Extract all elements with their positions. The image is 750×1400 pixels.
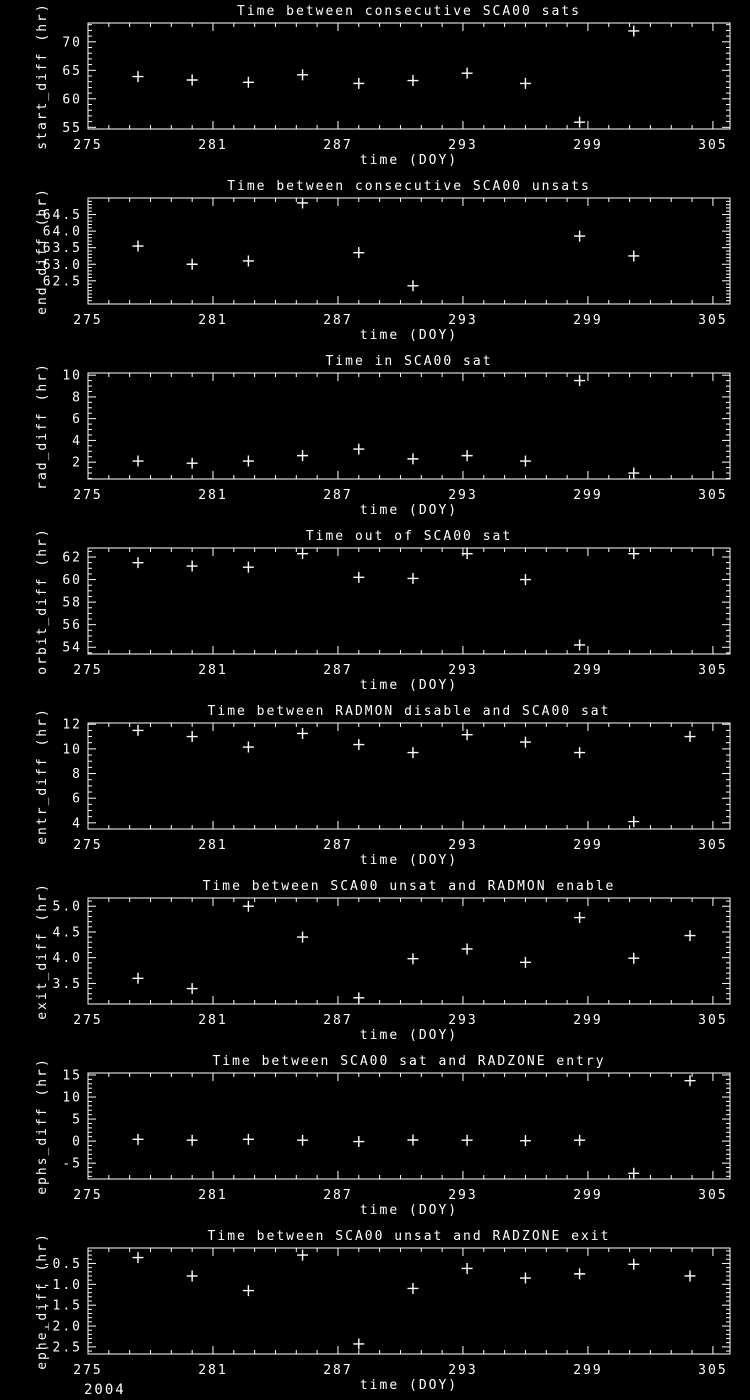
plus-marker (132, 456, 143, 467)
plus-marker (574, 375, 585, 386)
x-tick-label: 299 (573, 313, 603, 328)
x-axis-label: time (DOY) (359, 853, 459, 868)
y-tick-label: -1.0 (42, 1277, 82, 1293)
plus-marker (132, 557, 143, 568)
plus-marker (353, 444, 364, 455)
plus-marker (520, 78, 531, 89)
plus-marker (407, 75, 418, 86)
y-tick-label: 10 (62, 1090, 82, 1106)
x-tick-label: 299 (573, 138, 603, 153)
x-tick-label: 275 (73, 1188, 103, 1203)
plot-ephs_diff (0, 1050, 750, 1225)
y-tick-label: 4.5 (52, 925, 82, 941)
y-tick-label: 12 (62, 717, 82, 733)
y-tick-label: 10 (62, 368, 82, 384)
plus-marker (297, 932, 308, 943)
plot-title: Time out of SCA00 sat (305, 529, 513, 544)
plus-marker (243, 742, 254, 753)
y-tick-label: 10 (62, 742, 82, 758)
plus-marker (407, 573, 418, 584)
axes-box (88, 1073, 730, 1179)
axes-box (88, 548, 730, 654)
plus-marker (132, 725, 143, 736)
plot-svg-ephe_diff (0, 1225, 750, 1400)
y-tick-label: -1.5 (42, 1298, 82, 1314)
y-tick-label: -5 (62, 1156, 82, 1172)
plus-marker (243, 77, 254, 88)
plus-marker (353, 992, 364, 1003)
plus-marker (297, 548, 308, 559)
plus-marker (520, 456, 531, 467)
x-tick-label: 305 (698, 138, 728, 153)
plot-svg-entr_diff (0, 700, 750, 875)
plus-marker (462, 943, 473, 954)
plus-marker (685, 1075, 696, 1086)
plus-marker (353, 572, 364, 583)
plus-marker (243, 1285, 254, 1296)
plus-marker (187, 983, 198, 994)
plus-marker (407, 1134, 418, 1145)
y-tick-label: -2.5 (42, 1340, 82, 1356)
y-tick-label: 60 (62, 92, 82, 108)
plus-marker (628, 1259, 639, 1270)
x-tick-label: 293 (448, 488, 478, 503)
plot-svg-orbit_diff (0, 525, 750, 700)
y-tick-label: 4 (72, 816, 82, 832)
x-axis-label: time (DOY) (359, 678, 459, 693)
x-tick-label: 305 (698, 1363, 728, 1378)
plus-marker (132, 1252, 143, 1263)
y-tick-label: 5.0 (52, 899, 82, 915)
y-tick-label: 62.5 (42, 274, 82, 290)
y-tick-label: 55 (62, 120, 82, 136)
y-tick-label: 6 (72, 791, 82, 807)
x-tick-label: 293 (448, 663, 478, 678)
x-tick-label: 281 (198, 488, 228, 503)
plus-marker (520, 1273, 531, 1284)
axes-box (88, 898, 730, 1004)
plus-marker (574, 747, 585, 758)
plus-marker (407, 747, 418, 758)
x-tick-label: 275 (73, 663, 103, 678)
x-axis-label: time (DOY) (359, 153, 459, 168)
x-tick-label: 275 (73, 1013, 103, 1028)
x-axis-label: time (DOY) (359, 503, 459, 518)
plot-svg-start_diff (0, 0, 750, 175)
x-tick-label: 287 (323, 1188, 353, 1203)
y-tick-label: 54 (62, 640, 82, 656)
plus-marker (353, 1136, 364, 1147)
plus-marker (407, 953, 418, 964)
x-tick-label: 281 (198, 838, 228, 853)
plus-marker (574, 231, 585, 242)
x-axis-label: time (DOY) (359, 1378, 459, 1393)
x-tick-label: 281 (198, 1013, 228, 1028)
plot-svg-ephs_diff (0, 1050, 750, 1225)
y-tick-label: 60 (62, 573, 82, 589)
plus-marker (353, 1338, 364, 1349)
plot-title: Time between consecutive SCA00 sats (237, 4, 581, 19)
plot-title: Time between SCA00 unsat and RADMON enable (202, 879, 616, 894)
plus-marker (187, 561, 198, 572)
plus-marker (132, 1134, 143, 1145)
plus-marker (243, 255, 254, 266)
x-axis-label: time (DOY) (359, 328, 459, 343)
x-tick-label: 281 (198, 1363, 228, 1378)
plot-end_diff (0, 175, 750, 350)
plus-marker (462, 450, 473, 461)
y-tick-label: 62 (62, 550, 82, 566)
y-axis-label: rad_diff (hr) (35, 362, 50, 490)
x-tick-label: 305 (698, 663, 728, 678)
plot-rad_diff (0, 350, 750, 525)
x-tick-label: 305 (698, 838, 728, 853)
y-axis-label: ephe_diff (hr) (35, 1232, 50, 1370)
plot-start_diff (0, 0, 750, 175)
x-tick-label: 299 (573, 663, 603, 678)
plus-marker (187, 259, 198, 270)
plot-title: Time between SCA00 sat and RADZONE entry (212, 1054, 606, 1069)
plus-marker (353, 78, 364, 89)
x-tick-label: 281 (198, 138, 228, 153)
y-tick-label: 58 (62, 595, 82, 611)
y-axis-label: end_diff (hr) (35, 187, 50, 315)
x-tick-label: 305 (698, 488, 728, 503)
plus-marker (462, 1263, 473, 1274)
plus-marker (574, 639, 585, 650)
plus-marker (520, 737, 531, 748)
x-tick-label: 299 (573, 488, 603, 503)
plus-marker (297, 450, 308, 461)
x-tick-label: 305 (698, 1188, 728, 1203)
y-tick-label: 6 (72, 412, 82, 428)
y-tick-label: 15 (62, 1068, 82, 1084)
x-axis-label: time (DOY) (359, 1203, 459, 1218)
y-tick-label: 63.5 (42, 241, 82, 257)
y-axis-label: start_diff (hr) (35, 2, 50, 150)
plot-entr_diff (0, 700, 750, 875)
plot-title: Time between SCA00 unsat and RADZONE exit (207, 1229, 611, 1244)
x-tick-label: 287 (323, 663, 353, 678)
plus-marker (297, 1250, 308, 1261)
x-tick-label: 299 (573, 1188, 603, 1203)
plus-marker (187, 1135, 198, 1146)
y-tick-label: 0 (72, 1134, 82, 1150)
x-tick-label: 281 (198, 1188, 228, 1203)
y-axis-label: exit_diff (hr) (35, 882, 50, 1020)
plus-marker (132, 71, 143, 82)
x-tick-label: 299 (573, 1013, 603, 1028)
plus-marker (685, 1270, 696, 1281)
plus-marker (353, 247, 364, 258)
y-tick-label: 8 (72, 390, 82, 406)
y-tick-label: 70 (62, 35, 82, 51)
x-tick-label: 299 (573, 838, 603, 853)
year-label: 2004 (84, 1382, 126, 1398)
plus-marker (407, 453, 418, 464)
x-tick-label: 281 (198, 663, 228, 678)
x-tick-label: 275 (73, 313, 103, 328)
plot-title: Time between consecutive SCA00 unsats (227, 179, 591, 194)
x-axis-label: time (DOY) (359, 1028, 459, 1043)
y-tick-label: 63.0 (42, 257, 82, 273)
x-tick-label: 293 (448, 1013, 478, 1028)
plus-marker (574, 1135, 585, 1146)
plus-marker (628, 250, 639, 261)
x-tick-label: 287 (323, 488, 353, 503)
x-tick-label: 287 (323, 313, 353, 328)
plus-marker (520, 574, 531, 585)
plus-marker (462, 68, 473, 79)
x-tick-label: 287 (323, 1363, 353, 1378)
axes-box (88, 723, 730, 829)
y-tick-label: 3.5 (52, 976, 82, 992)
y-tick-label: 5 (72, 1112, 82, 1128)
y-tick-label: 4.0 (52, 951, 82, 967)
x-tick-label: 275 (73, 838, 103, 853)
x-tick-label: 275 (73, 138, 103, 153)
plus-marker (297, 197, 308, 208)
y-axis-label: entr_diff (hr) (35, 707, 50, 845)
y-axis-label: orbit_diff (hr) (35, 527, 50, 675)
plus-marker (297, 1135, 308, 1146)
x-tick-label: 305 (698, 313, 728, 328)
plus-marker (574, 1268, 585, 1279)
plus-marker (685, 930, 696, 941)
plus-marker (520, 1135, 531, 1146)
axes-box (88, 23, 730, 129)
plus-marker (407, 280, 418, 291)
y-tick-label: -0.5 (42, 1256, 82, 1272)
x-tick-label: 275 (73, 488, 103, 503)
x-tick-label: 287 (323, 1013, 353, 1028)
y-tick-label: 64.0 (42, 224, 82, 240)
x-tick-label: 287 (323, 138, 353, 153)
x-tick-label: 299 (573, 1363, 603, 1378)
plot-ephe_diff (0, 1225, 750, 1400)
x-tick-label: 293 (448, 138, 478, 153)
y-tick-label: 2 (72, 455, 82, 471)
x-tick-label: 293 (448, 838, 478, 853)
axes-box (88, 373, 730, 479)
x-tick-label: 287 (323, 838, 353, 853)
y-tick-label: 64.5 (42, 208, 82, 224)
plus-marker (407, 1283, 418, 1294)
y-tick-label: 4 (72, 433, 82, 449)
plus-marker (297, 728, 308, 739)
plus-marker (628, 25, 639, 36)
plus-marker (243, 1134, 254, 1145)
plus-marker (132, 973, 143, 984)
plot-orbit_diff (0, 525, 750, 700)
plot-svg-exit_diff (0, 875, 750, 1050)
x-tick-label: 293 (448, 1363, 478, 1378)
plus-marker (132, 241, 143, 252)
y-tick-label: 65 (62, 63, 82, 79)
plus-marker (520, 957, 531, 968)
plus-marker (353, 739, 364, 750)
x-tick-label: 281 (198, 313, 228, 328)
plus-marker (243, 562, 254, 573)
plot-exit_diff (0, 875, 750, 1050)
plus-marker (187, 458, 198, 469)
y-tick-label: 56 (62, 618, 82, 634)
plot-svg-rad_diff (0, 350, 750, 525)
plot-title: Time in SCA00 sat (325, 354, 493, 369)
plot-title: Time between RADMON disable and SCA00 sat (207, 704, 611, 719)
plot-svg-end_diff (0, 175, 750, 350)
plus-marker (574, 117, 585, 128)
x-tick-label: 305 (698, 1013, 728, 1028)
plus-marker (187, 74, 198, 85)
plus-marker (685, 731, 696, 742)
plus-marker (187, 731, 198, 742)
y-tick-label: -2.0 (42, 1319, 82, 1335)
x-tick-label: 293 (448, 313, 478, 328)
plus-marker (187, 1270, 198, 1281)
plus-marker (243, 456, 254, 467)
plus-marker (462, 1135, 473, 1146)
plus-marker (628, 953, 639, 964)
y-axis-label: ephs_diff (hr) (35, 1057, 50, 1195)
y-tick-label: 8 (72, 767, 82, 783)
x-tick-label: 275 (73, 1363, 103, 1378)
plus-marker (243, 901, 254, 912)
x-tick-label: 293 (448, 1188, 478, 1203)
plus-marker (297, 69, 308, 80)
plus-marker (574, 912, 585, 923)
